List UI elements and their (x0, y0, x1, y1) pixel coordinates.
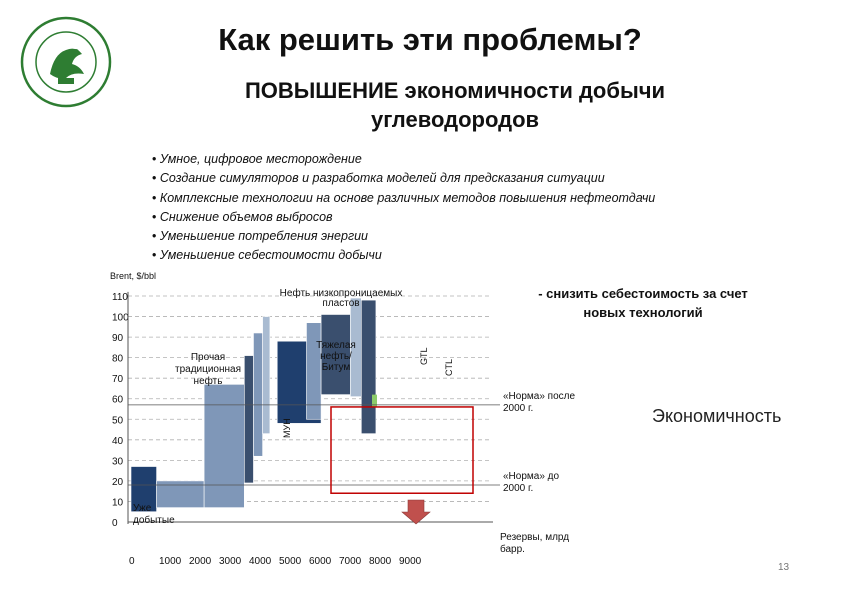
y-tick-label: 90 (112, 333, 124, 345)
bar-ctl (361, 300, 376, 434)
y-tick-label: 10 (112, 497, 124, 509)
x-tick-label: 2000 (189, 556, 212, 567)
bullet-item: • Создание симуляторов и разработка моделей для предсказания ситуации (152, 169, 655, 188)
x-tick-label: 4000 (249, 556, 272, 567)
bar-нефть-низкопроницаемых-пластов (263, 317, 270, 434)
bullet-item: • Умное, цифровое месторождение (152, 150, 655, 169)
y-tick-label: 40 (112, 435, 124, 447)
bar-label-low-perm: Нефть низкопроницаемых пластов (279, 288, 403, 309)
economy-label: Экономичность (652, 406, 782, 426)
reference-label: «Норма» до 2000 г. (503, 471, 560, 495)
page-subtitle: ПОВЫШЕНИЕ экономичности добычи углеводородов (244, 78, 666, 132)
y-tick-label: 110 (112, 292, 128, 303)
bar-label-already: Уже добытые (133, 503, 175, 526)
x-tick-label: 3000 (219, 556, 242, 567)
x-axis-title: Резервы, млрд барр. (500, 532, 570, 555)
x-tick-label: 1000 (159, 556, 182, 567)
bar-label-gtl: GTL (419, 347, 429, 365)
bullet-item: • Комплексные технологии на основе различных методов повышения нефтеотдачи (152, 189, 655, 208)
bar-арктика (253, 333, 262, 456)
y-tick-label: 0 (112, 518, 118, 529)
bar-label-ctl: CTL (444, 358, 454, 376)
y-tick-label: 50 (112, 415, 124, 427)
down-arrow-icon (402, 500, 430, 524)
page-title: Как решить эти проблемы? (218, 22, 642, 57)
highlight-box (331, 407, 473, 493)
x-tick-label: 6000 (309, 556, 332, 567)
y-axis-title: Brent, $/bbl (110, 271, 157, 281)
x-tick-label: 8000 (369, 556, 392, 567)
y-tick-label: 30 (112, 456, 124, 468)
y-tick-label: 60 (112, 394, 124, 406)
x-tick-label: 9000 (399, 556, 422, 567)
y-tick-label: 80 (112, 353, 124, 365)
bar-мун (244, 356, 253, 483)
y-tick-label: 100 (112, 312, 129, 324)
bar-label-mun: МУН (282, 418, 292, 438)
y-tick-label: 20 (112, 476, 124, 488)
x-tick-label: 5000 (279, 556, 302, 567)
bullet-item: • Уменьшение себестоимости добычи (152, 246, 655, 265)
x-tick-label: 7000 (339, 556, 362, 567)
reference-label: «Норма» после 2000 г. (503, 390, 576, 414)
bar-прочая-традиционная-нефть (204, 384, 244, 507)
goal-note: - снизить себестоимость за счет новых технологий (538, 286, 748, 320)
y-tick-label: 70 (112, 374, 124, 386)
bullet-item: • Уменьшение потребления энергии (152, 227, 655, 246)
bar-label-traditional: Прочая традиционная нефть (174, 352, 242, 387)
x-tick-label: 0 (129, 556, 135, 567)
slide-number: 13 (778, 562, 790, 573)
bar-label-heavy: Тяжелая нефть/ Битум (316, 340, 356, 373)
bullet-item: • Снижение объемов выбросов (152, 208, 655, 227)
